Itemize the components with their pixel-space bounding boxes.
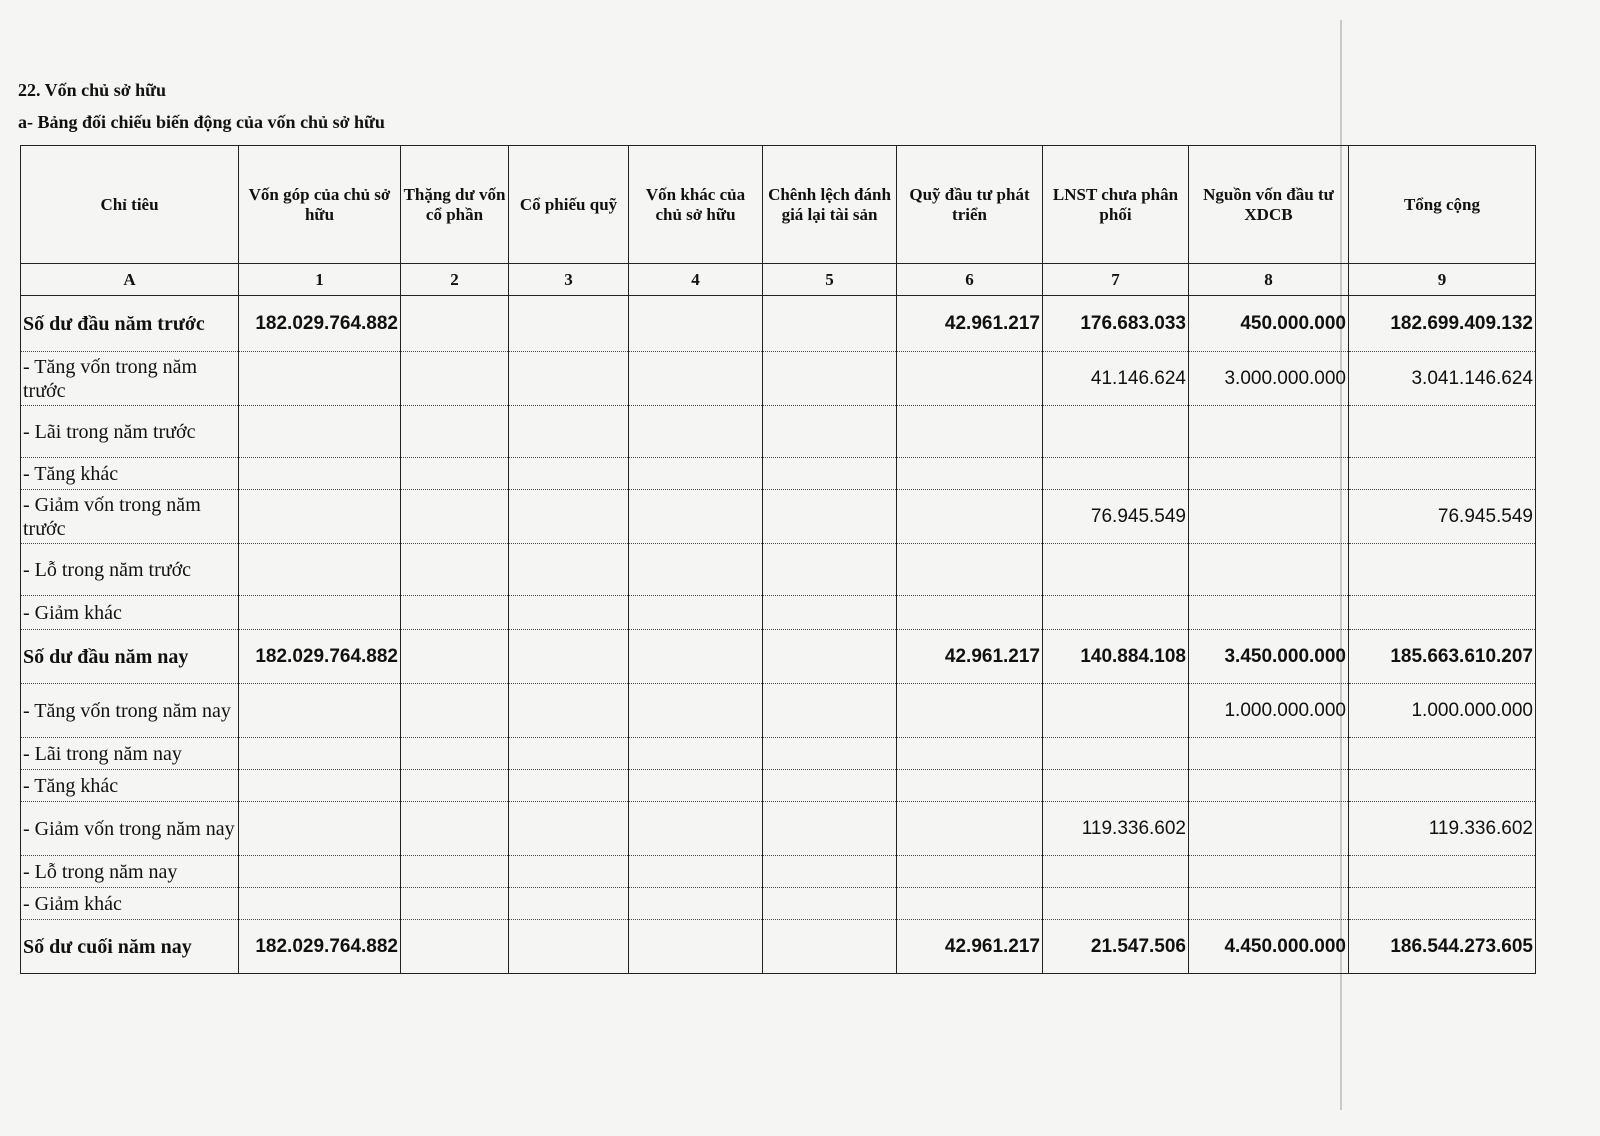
cell-value: 186.544.273.605	[1349, 920, 1536, 974]
cell-value	[239, 490, 401, 544]
cell-value	[897, 856, 1043, 888]
cell-value	[239, 888, 401, 920]
cell-value	[401, 544, 509, 596]
cell-value	[239, 352, 401, 406]
cell-value	[629, 544, 763, 596]
table-row	[21, 770, 1536, 802]
cell-value	[629, 770, 763, 802]
cell-value	[509, 684, 629, 738]
row-label: - Giảm khác	[21, 888, 239, 920]
cell-value	[897, 596, 1043, 630]
column-index: 7	[1043, 264, 1189, 296]
column-index-row	[21, 264, 1536, 296]
cell-value	[763, 856, 897, 888]
cell-value: 119.336.602	[1349, 802, 1536, 856]
cell-value	[897, 406, 1043, 458]
cell-value	[239, 770, 401, 802]
column-index: 8	[1189, 264, 1349, 296]
column-index: 2	[401, 264, 509, 296]
cell-value	[239, 596, 401, 630]
cell-value	[897, 544, 1043, 596]
column-header: Nguồn vốn đầu tư XDCB	[1189, 146, 1349, 264]
table-body	[21, 264, 1536, 974]
row-label: - Tăng vốn trong năm trước	[21, 352, 239, 406]
cell-value	[763, 920, 897, 974]
table-row	[21, 544, 1536, 596]
cell-value: 42.961.217	[897, 296, 1043, 352]
cell-value	[239, 738, 401, 770]
cell-value	[629, 406, 763, 458]
cell-value	[1189, 406, 1349, 458]
cell-value: 182.029.764.882	[239, 920, 401, 974]
table-row	[21, 684, 1536, 738]
cell-value	[1189, 596, 1349, 630]
cell-value	[1043, 888, 1189, 920]
cell-value	[401, 490, 509, 544]
row-label: - Lãi trong năm nay	[21, 738, 239, 770]
row-label: - Lãi trong năm trước	[21, 406, 239, 458]
cell-value	[239, 544, 401, 596]
table-row	[21, 352, 1536, 406]
cell-value: 450.000.000	[1189, 296, 1349, 352]
cell-value: 182.029.764.882	[239, 630, 401, 684]
column-index: 3	[509, 264, 629, 296]
cell-value	[897, 490, 1043, 544]
cell-value	[1349, 458, 1536, 490]
column-header: Cổ phiếu quỹ	[509, 146, 629, 264]
cell-value: 185.663.610.207	[1349, 630, 1536, 684]
cell-value	[763, 596, 897, 630]
cell-value	[509, 406, 629, 458]
row-label: - Lỗ trong năm trước	[21, 544, 239, 596]
table-row	[21, 596, 1536, 630]
cell-value	[401, 738, 509, 770]
cell-value	[629, 802, 763, 856]
cell-value	[1189, 544, 1349, 596]
cell-value	[1349, 406, 1536, 458]
cell-value: 3.000.000.000	[1189, 352, 1349, 406]
cell-value	[897, 770, 1043, 802]
cell-value: 182.029.764.882	[239, 296, 401, 352]
cell-value: 21.547.506	[1043, 920, 1189, 974]
equity-reconciliation-table	[20, 145, 1536, 974]
cell-value	[629, 596, 763, 630]
cell-value	[509, 596, 629, 630]
table-row	[21, 888, 1536, 920]
cell-value	[763, 630, 897, 684]
column-header: Vốn khác của chủ sở hữu	[629, 146, 763, 264]
column-header: Quỹ đầu tư phát triển	[897, 146, 1043, 264]
cell-value	[763, 458, 897, 490]
cell-value	[1189, 738, 1349, 770]
cell-value	[897, 802, 1043, 856]
cell-value	[401, 856, 509, 888]
cell-value	[509, 920, 629, 974]
cell-value	[509, 458, 629, 490]
row-label: Số dư cuối năm nay	[21, 920, 239, 974]
column-index: 6	[897, 264, 1043, 296]
table-row	[21, 296, 1536, 352]
cell-value: 182.699.409.132	[1349, 296, 1536, 352]
cell-value	[763, 490, 897, 544]
cell-value	[763, 296, 897, 352]
cell-value	[629, 920, 763, 974]
table-row	[21, 802, 1536, 856]
cell-value	[509, 856, 629, 888]
cell-value	[1349, 770, 1536, 802]
row-label: Số dư đầu năm trước	[21, 296, 239, 352]
cell-value	[1189, 856, 1349, 888]
row-label: - Giảm vốn trong năm trước	[21, 490, 239, 544]
header-row	[21, 146, 1536, 264]
row-label: - Tăng vốn trong năm nay	[21, 684, 239, 738]
cell-value	[763, 544, 897, 596]
cell-value: 4.450.000.000	[1189, 920, 1349, 974]
cell-value	[401, 296, 509, 352]
cell-value	[629, 738, 763, 770]
cell-value	[629, 490, 763, 544]
row-label: - Giảm vốn trong năm nay	[21, 802, 239, 856]
cell-value: 76.945.549	[1043, 490, 1189, 544]
cell-value	[763, 770, 897, 802]
cell-value	[1043, 684, 1189, 738]
cell-value: 41.146.624	[1043, 352, 1189, 406]
cell-value	[509, 296, 629, 352]
cell-value	[1043, 596, 1189, 630]
cell-value	[1189, 770, 1349, 802]
table-row	[21, 406, 1536, 458]
column-header: LNST chưa phân phối	[1043, 146, 1189, 264]
cell-value	[897, 352, 1043, 406]
cell-value	[1349, 738, 1536, 770]
cell-value	[763, 888, 897, 920]
cell-value: 1.000.000.000	[1349, 684, 1536, 738]
row-label: - Tăng khác	[21, 770, 239, 802]
cell-value	[239, 406, 401, 458]
section-title: 22. Vốn chủ sở hữu	[18, 80, 166, 100]
cell-value	[763, 684, 897, 738]
cell-value	[897, 458, 1043, 490]
table-row	[21, 458, 1536, 490]
cell-value	[509, 888, 629, 920]
table-row	[21, 738, 1536, 770]
cell-value	[1349, 544, 1536, 596]
table-row	[21, 856, 1536, 888]
cell-value	[1189, 802, 1349, 856]
cell-value	[1349, 856, 1536, 888]
cell-value	[763, 406, 897, 458]
row-label: - Giảm khác	[21, 596, 239, 630]
cell-value	[763, 352, 897, 406]
cell-value	[1349, 888, 1536, 920]
column-header: Chỉ tiêu	[21, 146, 239, 264]
cell-value	[509, 738, 629, 770]
cell-value	[1043, 544, 1189, 596]
cell-value	[629, 352, 763, 406]
cell-value	[509, 490, 629, 544]
cell-value: 42.961.217	[897, 630, 1043, 684]
cell-value	[239, 856, 401, 888]
cell-value	[1043, 770, 1189, 802]
cell-value	[629, 630, 763, 684]
column-header: Chênh lệch đánh giá lại tài sản	[763, 146, 897, 264]
cell-value	[629, 856, 763, 888]
row-label: - Tăng khác	[21, 458, 239, 490]
cell-value: 3.450.000.000	[1189, 630, 1349, 684]
cell-value	[401, 352, 509, 406]
cell-value	[763, 738, 897, 770]
cell-value	[239, 802, 401, 856]
cell-value: 76.945.549	[1349, 490, 1536, 544]
cell-value	[1043, 856, 1189, 888]
column-index: 9	[1349, 264, 1536, 296]
cell-value	[509, 352, 629, 406]
cell-value	[401, 684, 509, 738]
column-index: 1	[239, 264, 401, 296]
column-index: 4	[629, 264, 763, 296]
column-header: Tổng cộng	[1349, 146, 1536, 264]
cell-value	[629, 888, 763, 920]
cell-value: 42.961.217	[897, 920, 1043, 974]
cell-value	[897, 684, 1043, 738]
cell-value	[401, 630, 509, 684]
cell-value	[1043, 458, 1189, 490]
cell-value: 1.000.000.000	[1189, 684, 1349, 738]
column-index: 5	[763, 264, 897, 296]
cell-value	[401, 770, 509, 802]
cell-value: 3.041.146.624	[1349, 352, 1536, 406]
cell-value: 176.683.033	[1043, 296, 1189, 352]
subsection-title: a- Bảng đối chiếu biến động của vốn chủ sở hữu	[18, 112, 385, 132]
cell-value	[401, 596, 509, 630]
cell-value	[401, 920, 509, 974]
cell-value: 140.884.108	[1043, 630, 1189, 684]
cell-value	[1189, 458, 1349, 490]
cell-value	[629, 458, 763, 490]
cell-value	[401, 406, 509, 458]
cell-value	[239, 684, 401, 738]
table-row	[21, 630, 1536, 684]
column-header: Vốn góp của chủ sở hữu	[239, 146, 401, 264]
column-header: Thặng dư vốn cổ phần	[401, 146, 509, 264]
cell-value	[401, 888, 509, 920]
cell-value	[1043, 406, 1189, 458]
cell-value	[239, 458, 401, 490]
cell-value: 119.336.602	[1043, 802, 1189, 856]
cell-value	[897, 738, 1043, 770]
cell-value	[401, 458, 509, 490]
cell-value	[1189, 490, 1349, 544]
cell-value	[1349, 596, 1536, 630]
table-row	[21, 490, 1536, 544]
cell-value	[629, 296, 763, 352]
cell-value	[629, 684, 763, 738]
row-label: - Lỗ trong năm nay	[21, 856, 239, 888]
cell-value	[763, 802, 897, 856]
column-index: A	[21, 264, 239, 296]
cell-value	[509, 630, 629, 684]
cell-value	[401, 802, 509, 856]
cell-value	[509, 770, 629, 802]
cell-value	[509, 802, 629, 856]
cell-value	[1043, 738, 1189, 770]
cell-value	[1189, 888, 1349, 920]
row-label: Số dư đầu năm nay	[21, 630, 239, 684]
cell-value	[509, 544, 629, 596]
table-row	[21, 920, 1536, 974]
cell-value	[897, 888, 1043, 920]
